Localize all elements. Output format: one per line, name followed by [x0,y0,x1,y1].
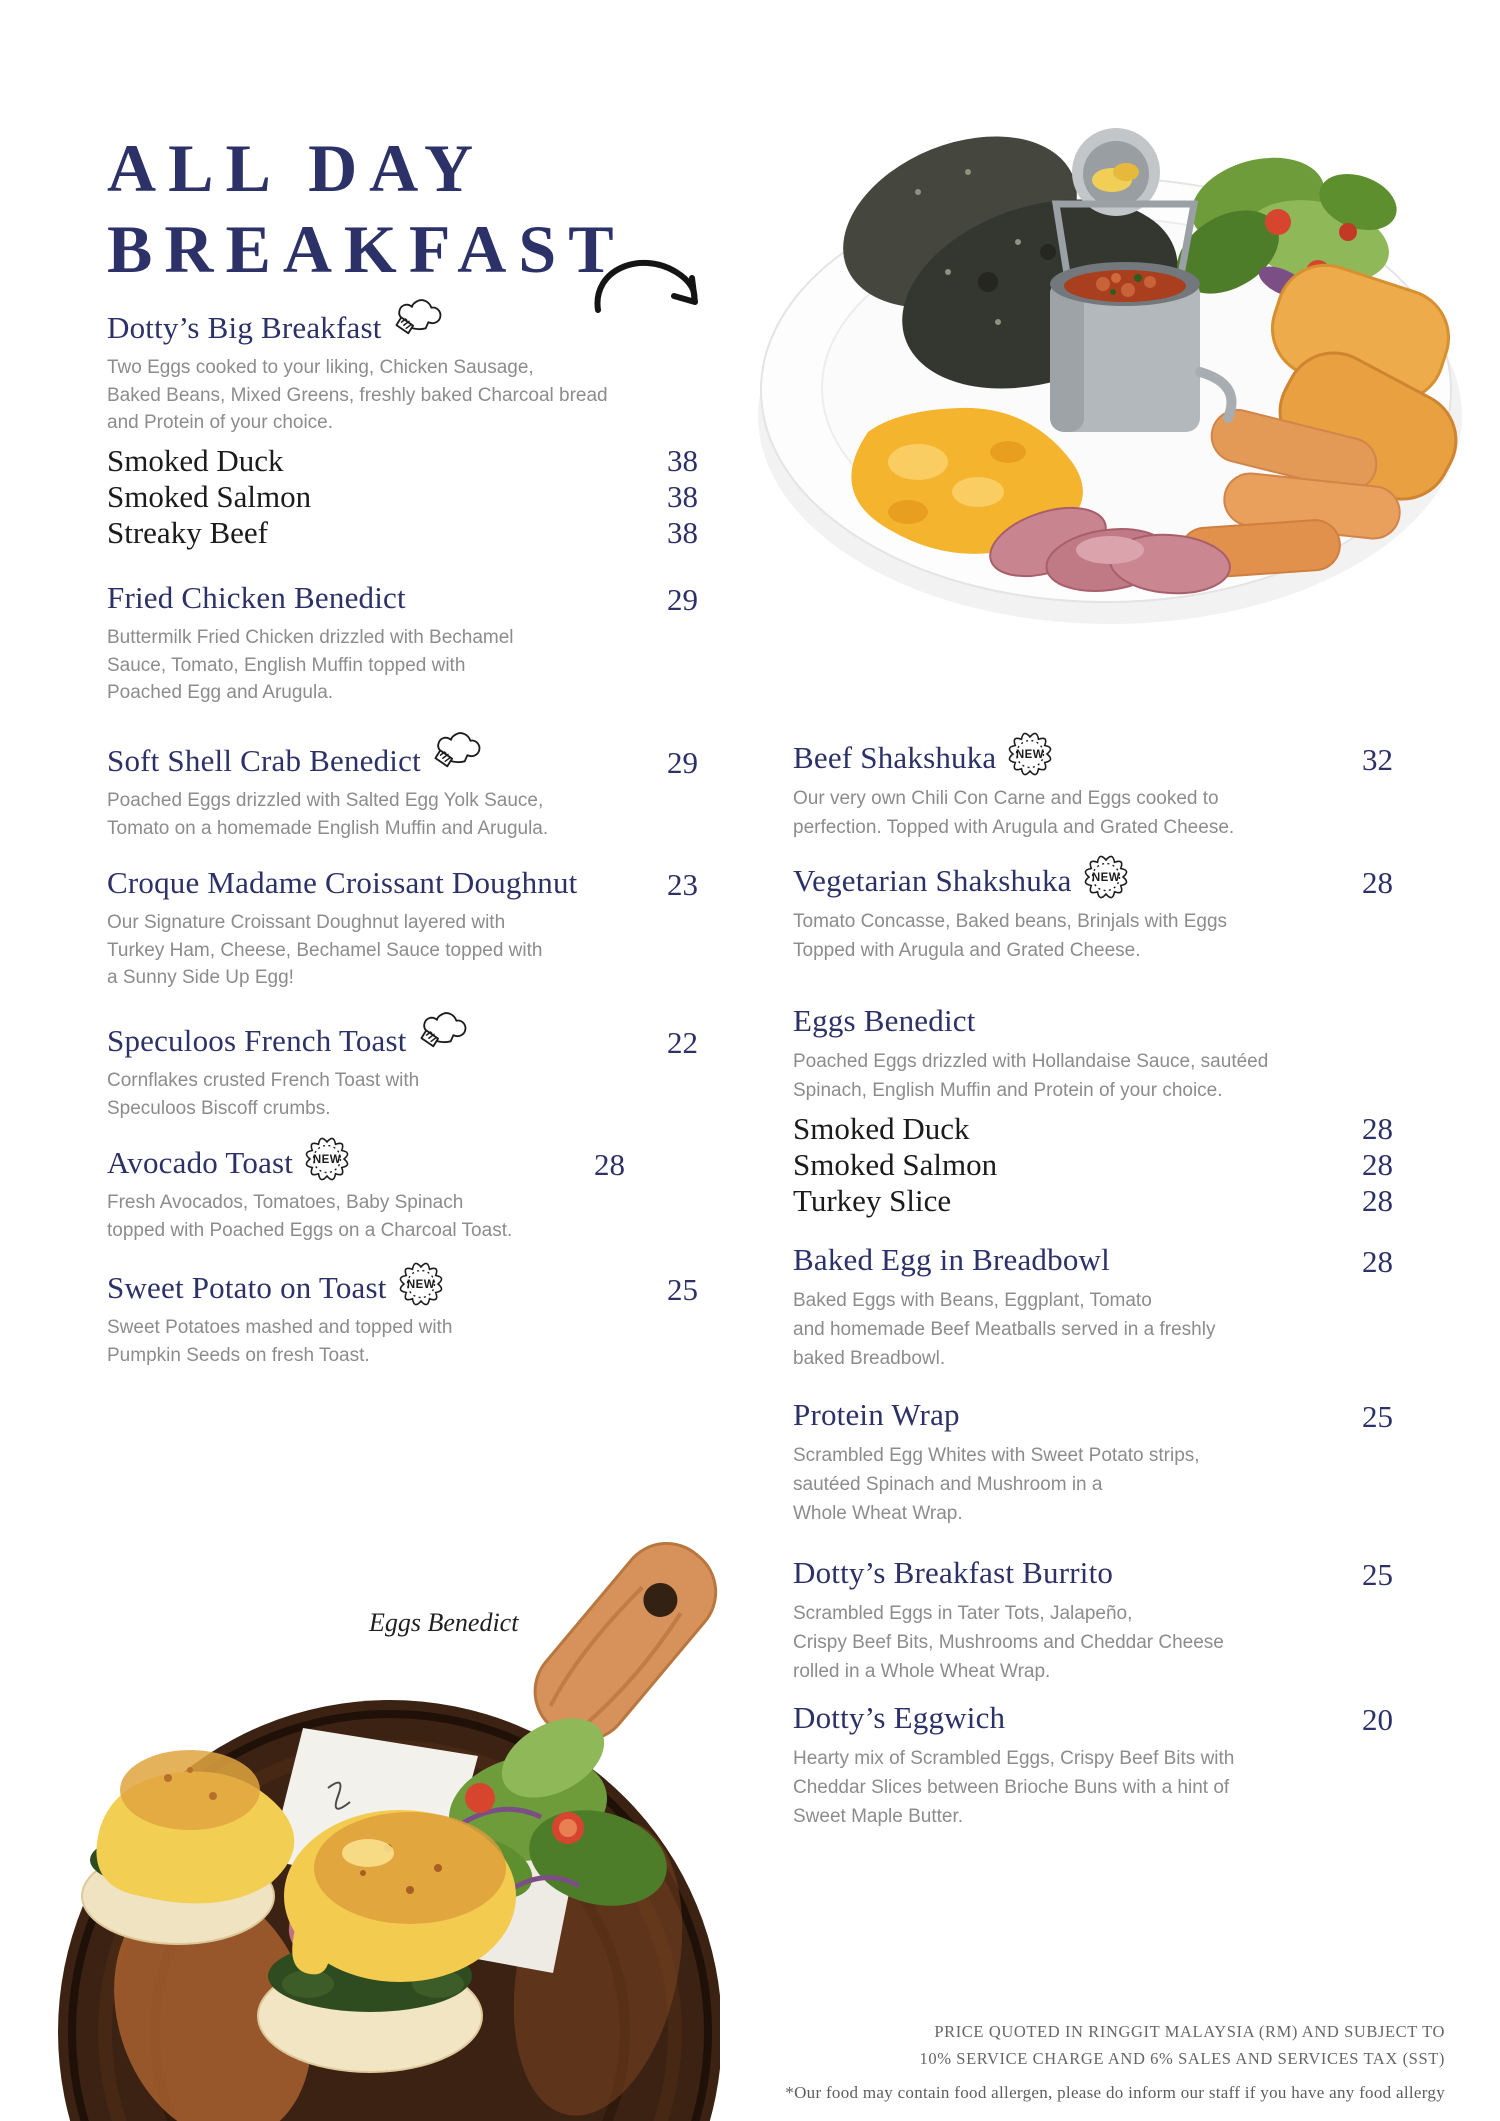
option-price: 28 [1362,1183,1393,1218]
option-label: Smoked Salmon [107,478,312,514]
page-title [107,128,626,290]
chef-hat-icon [428,724,486,777]
item-name: Croque Madame Croissant Doughnut [107,865,578,900]
menu-item-fried-chicken-benedict [107,580,698,707]
footer-allergen-line: *Our food may contain food allergen, please do inform our staff if you have any food allergy [785,2083,1445,2102]
new-badge-icon [399,1262,443,1306]
option-price: 38 [667,442,698,478]
item-description [793,1047,1393,1105]
description-line: Scrambled Egg Whites with Sweet Potato strips, [793,1445,1200,1466]
item-description [107,909,698,992]
description-line: Sweet Potatoes mashed and topped with [107,1317,453,1338]
description-line: Sweet Maple Butter. [793,1806,964,1827]
item-name: Speculoos French Toast [107,1023,407,1058]
item-price: 28 [1362,865,1393,900]
description-line: rolled in a Whole Wheat Wrap. [793,1661,1051,1682]
item-name: Dotty’s Breakfast Burrito [793,1555,1114,1590]
menu-item-sweet-potato-on-toast [107,1270,698,1369]
item-description [793,784,1393,842]
option-row [107,479,698,515]
footer-note [685,2018,1445,2103]
description-line: Sauce, Tomato, English Muffin topped with [107,654,466,676]
item-name: Baked Egg in Breadbowl [793,1242,1110,1277]
svg-text:NEW: NEW [1091,872,1120,884]
description-line: Pumpkin Seeds on fresh Toast. [107,1344,370,1366]
big-breakfast-photo [718,72,1490,628]
item-price: 23 [667,867,698,902]
item-price: 22 [667,1025,698,1060]
item-name: Protein Wrap [793,1397,960,1432]
item-header [107,580,698,620]
description-line: Fresh Avocados, Tomatoes, Baby Spinach [107,1192,464,1213]
menu-item-eggs-benedict [793,1003,1393,1219]
photo-caption: Eggs Benedict [369,1608,519,1637]
menu-item-dottys-eggwich [793,1700,1393,1831]
item-header [793,863,1393,903]
item-header [107,1145,698,1185]
item-name: Beef Shakshuka [793,740,997,775]
option-row [107,443,698,479]
new-badge-icon [1008,732,1052,776]
page-title-line2: BREAKFAST [107,210,626,287]
item-header [107,743,698,783]
item-name: Dotty’s Eggwich [793,1700,1006,1735]
description-line: Two Eggs cooked to your liking, Chicken Sausage, [107,357,534,378]
item-description [793,1441,1393,1528]
item-description [107,787,698,842]
option-row [793,1183,1393,1219]
option-price: 38 [667,478,698,514]
item-price: 29 [667,582,698,617]
item-name: Avocado Toast [107,1145,294,1180]
item-description [107,624,698,707]
new-badge-icon [305,1137,349,1181]
option-row [107,515,698,551]
item-price: 29 [667,745,698,780]
description-line: and Protein of your choice. [107,412,334,433]
footer-line: 10% SERVICE CHARGE AND 6% SALES AND SERVICES TAX (SST) [919,2049,1445,2068]
item-description [107,1189,698,1244]
option-label: Smoked Duck [793,1111,970,1146]
menu-item-avocado-toast [107,1145,698,1244]
chef-hat-icon [389,291,447,344]
description-line: Buttermilk Fried Chicken drizzled with Bechamel [107,627,514,648]
item-name: Fried Chicken Benedict [107,580,406,615]
option-price: 28 [1362,1111,1393,1146]
protein-options [793,1111,1393,1219]
item-description [793,1599,1393,1686]
menu-item-protein-wrap [793,1397,1393,1528]
menu-item-baked-egg-in-breadbowl [793,1242,1393,1373]
item-header [793,1700,1393,1740]
item-description [107,354,698,437]
item-header [107,1270,698,1310]
chef-hat-icon [414,1004,472,1057]
option-price: 38 [667,514,698,550]
protein-options [107,443,698,551]
description-line: Hearty mix of Scrambled Eggs, Crispy Beef Bits with [793,1748,1235,1769]
description-line: and homemade Beef Meatballs served in a freshly [793,1319,1216,1340]
item-header [793,1003,1393,1043]
item-header [793,1397,1393,1437]
description-line: Crispy Beef Bits, Mushrooms and Cheddar Cheese [793,1632,1224,1653]
item-name: Vegetarian Shakshuka [793,863,1072,898]
item-header [793,1555,1393,1595]
description-line: Our Signature Croissant Doughnut layered with [107,912,506,933]
description-line: a Sunny Side Up Egg! [107,967,294,988]
description-line: topped with Poached Eggs on a Charcoal Toast. [107,1219,513,1241]
item-header [107,865,698,905]
option-label: Smoked Duck [107,442,284,478]
item-price: 25 [667,1272,698,1307]
description-line: Tomato Concasse, Baked beans, Brinjals with Eggs [793,911,1228,932]
menu-item-beef-shakshuka [793,740,1393,842]
item-description [793,1286,1393,1373]
description-line: Poached Eggs drizzled with Salted Egg Yolk Sauce, [107,790,544,811]
description-line: Baked Beans, Mixed Greens, freshly baked Charcoal bread [107,384,608,406]
item-description [793,907,1393,965]
description-line: Baked Eggs with Beans, Eggplant, Tomato [793,1290,1152,1311]
description-line: Spinach, English Muffin and Protein of your choice. [793,1080,1223,1101]
description-line: sautéed Spinach and Mushroom in a [793,1474,1103,1495]
description-line: Poached Eggs drizzled with Hollandaise Sauce, sautéed [793,1051,1269,1072]
description-line: Cheddar Slices between Brioche Buns with a hint of [793,1777,1230,1798]
svg-text:NEW: NEW [1016,749,1045,761]
description-line: Our very own Chili Con Carne and Eggs cooked to [793,788,1219,809]
description-line: Speculoos Biscoff crumbs. [107,1097,331,1119]
item-description [107,1067,698,1122]
description-line: Scrambled Eggs in Tater Tots, Jalapeño, [793,1603,1133,1624]
item-price: 32 [1362,742,1393,777]
menu-item-dottys-breakfast-burrito [793,1555,1393,1686]
item-header [793,1242,1393,1282]
description-line: Turkey Ham, Cheese, Bechamel Sauce topped with [107,939,543,961]
option-price: 28 [1362,1147,1393,1182]
svg-text:NEW: NEW [312,1154,342,1166]
footer-line: PRICE QUOTED IN RINGGIT MALAYSIA (RM) AND SUBJECT TO [934,2022,1445,2041]
page-title-line1: ALL DAY [107,129,486,206]
menu-item-vegetarian-shakshuka [793,863,1393,965]
description-line: baked Breadbowl. [793,1348,946,1369]
description-line: Whole Wheat Wrap. [793,1503,963,1524]
new-badge-icon [1084,855,1128,899]
item-name: Sweet Potato on Toast [107,1270,387,1305]
description-line: Cornflakes crusted French Toast with [107,1070,420,1091]
item-description [107,1314,698,1369]
option-row [793,1111,1393,1147]
item-header [793,740,1393,780]
option-label: Smoked Salmon [793,1147,998,1182]
item-name: Eggs Benedict [793,1003,976,1038]
menu-item-dottys-big-breakfast [107,310,698,551]
item-price: 25 [1362,1557,1393,1592]
item-price: 25 [1362,1399,1393,1434]
eggs-benedict-photo [8,1428,720,2121]
menu-item-soft-shell-crab-benedict [107,743,698,842]
description-line: Poached Egg and Arugula. [107,682,334,703]
item-price: 28 [594,1147,625,1182]
item-name: Soft Shell Crab Benedict [107,743,421,778]
item-header [107,1023,698,1063]
item-description [793,1744,1393,1831]
menu-item-croque-madame-croissant-doughnut [107,865,698,992]
option-label: Turkey Slice [793,1183,952,1218]
option-row [793,1147,1393,1183]
svg-text:NEW: NEW [406,1279,435,1291]
item-header [107,310,698,350]
description-line: Tomato on a homemade English Muffin and Arugula. [107,817,549,839]
menu-item-speculoos-french-toast [107,1023,698,1122]
option-label: Streaky Beef [107,514,268,550]
item-price: 20 [1362,1702,1393,1737]
description-line: perfection. Topped with Arugula and Grated Cheese. [793,817,1235,838]
item-price: 28 [1362,1244,1393,1279]
item-name: Dotty’s Big Breakfast [107,310,382,345]
description-line: Topped with Arugula and Grated Cheese. [793,940,1141,961]
